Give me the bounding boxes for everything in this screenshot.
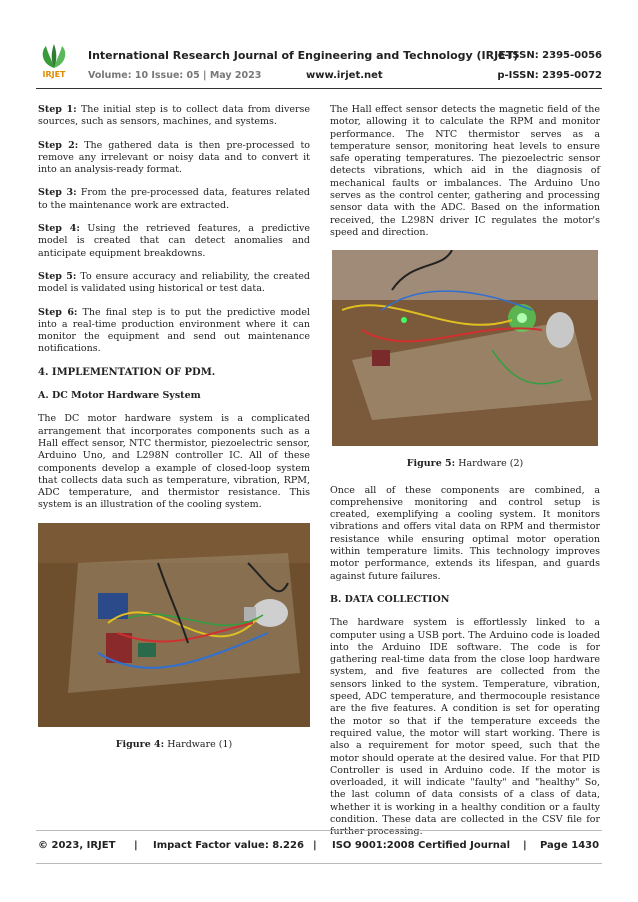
section-heading: 4. IMPLEMENTATION OF PDM. bbox=[38, 366, 216, 378]
hardware-photo-2-image bbox=[332, 250, 598, 446]
figure-4 bbox=[38, 523, 310, 751]
hardware-photo-2 bbox=[332, 250, 598, 446]
figure-5 bbox=[330, 250, 600, 470]
subsection-heading-a: A. DC Motor Hardware System bbox=[38, 390, 201, 402]
volume-issue: Volume: 10 Issue: 05 | May 2023 bbox=[88, 70, 262, 81]
data-collection-paragraph: The hardware system is effortlessly linked to a computer using a USB port. The Arduino code is loaded into the Arduino IDE software. The code is for gathering real-time data from the close loop hardware system, and five features are collected from the sensors linked to the system. Temperature, vibration, speed, ADC temperature, and thermocouple resistance are the five features. A condition is set for operating the motor so that if the temperature exceeds the required value, the motor will start working. There is also a requirement for motor speed, such that the motor should operate at the desired value. For that PID Controller is used in Arduino code. If the motor is overloaded, it will indicate "faulty" and "healthy" So, the last column of data consists of a class of data, whether it is working in a healthy condition or a faulty condition. These data are collected in the CSV file for further processing. bbox=[330, 617, 600, 838]
step-3-text: From the pre-processed data, features related to the maintenance work are extracted. bbox=[38, 187, 310, 211]
footer-separator-3: | bbox=[523, 840, 527, 851]
figure-4-caption bbox=[38, 739, 310, 751]
step-3 bbox=[38, 187, 310, 212]
page-header bbox=[36, 44, 602, 86]
step-1-label: Step 1: bbox=[38, 104, 77, 115]
step-1 bbox=[38, 104, 310, 129]
step-4-text: Using the retrieved features, a predictive model is created that can detect anomalies and anticipate equipment breakdowns. bbox=[38, 223, 310, 259]
irjet-logo bbox=[36, 44, 72, 82]
footer-separator-2: | bbox=[313, 840, 317, 851]
step-5 bbox=[38, 271, 310, 296]
step-6-text: The final step is to put the predictive model into a real-time production environment where it can monitor the equipment and send out maintenance notifications. bbox=[38, 306, 310, 355]
step-1-text: The initial step is to collect data from diverse sources, such as sensors, machines, and systems. bbox=[38, 104, 310, 128]
footer-separator-1: | bbox=[134, 840, 138, 851]
sensor-paragraph: The Hall effect sensor detects the magnetic field of the motor, allowing it to calculate the RPM and monitor performance. The NTC thermistor serves as a temperature sensor, monitoring heat levels to ensure safe operating temperatures. The piezoelectric sensor detects vibrations, which aid in the diagnosis of mechanical faults or imbalances. The Arduino Uno serves as the control center, gathering and processing sensor data with the ADC. Based on the information received, the L298N driver IC regulates the motor's speed and direction. bbox=[330, 104, 600, 238]
motor-system-paragraph: The DC motor hardware system is a complicated arrangement that incorporates components such as a Hall effect sensor, NTC thermistor, piezoelectric sensor, Arduino Uno, and L298N controller IC. All of these components develop a example of closed-loop system that collects data such as temperature, vibration, RPM, ADC temperature, and thermistor resistance. This system is an illustration of the cooling system. bbox=[38, 413, 310, 511]
logo-text: IRJET bbox=[42, 70, 66, 79]
step-6-label: Step 6: bbox=[38, 306, 78, 318]
step-5-label: Step 5: bbox=[38, 270, 77, 282]
step-4-label: Step 4: bbox=[38, 223, 80, 235]
hardware-photo-1 bbox=[38, 523, 310, 727]
step-2 bbox=[38, 140, 310, 177]
step-2-label: Step 2: bbox=[38, 139, 79, 151]
step-4 bbox=[38, 223, 310, 260]
e-issn: e-ISSN: 2395-0056 bbox=[497, 50, 602, 61]
page-footer bbox=[36, 830, 602, 864]
subsection-heading-b: B. DATA COLLECTION bbox=[330, 593, 450, 605]
step-6 bbox=[38, 307, 310, 356]
journal-title: International Research Journal of Engineering and Technology (IRJET) bbox=[88, 49, 519, 62]
step-5-text: To ensure accuracy and reliability, the created model is validated using historical or test data. bbox=[38, 270, 310, 295]
step-3-label: Step 3: bbox=[38, 187, 77, 199]
website-link[interactable]: www.irjet.net bbox=[306, 70, 383, 81]
figure-4-label: Figure 4: bbox=[115, 738, 165, 750]
figure-5-label: Figure 5: bbox=[406, 458, 456, 470]
hardware-photo-1-image bbox=[38, 523, 310, 727]
left-column bbox=[38, 104, 310, 765]
footer-copyright: © 2023, IRJET bbox=[38, 840, 116, 851]
figure-5-caption bbox=[330, 458, 600, 470]
header-divider bbox=[36, 88, 602, 89]
leaf-icon bbox=[38, 44, 70, 70]
combined-system-paragraph: Once all of these components are combined, a comprehensive monitoring and control setup is created, exemplifying a cooling system. It monitors vibrations and offers vital data on RPM and thermistor resistance while ensuring optimal motor operation within temperature limits. This technology improves motor performance, extends its lifespan, and guards against future failures. bbox=[330, 484, 600, 582]
step-2-text: The gathered data is then pre-processed to remove any irrelevant or noisy data and to convert it into an analysis-ready format. bbox=[38, 139, 310, 176]
figure-5-text: Hardware (2) bbox=[458, 458, 524, 470]
right-column bbox=[330, 104, 600, 850]
footer-iso: ISO 9001:2008 Certified Journal bbox=[332, 840, 511, 851]
footer-page-number: Page 1430 bbox=[540, 840, 600, 851]
footer-impact-factor: Impact Factor value: 8.226 bbox=[153, 840, 304, 851]
figure-4-text: Hardware (1) bbox=[167, 738, 233, 750]
p-issn: p-ISSN: 2395-0072 bbox=[497, 70, 602, 81]
